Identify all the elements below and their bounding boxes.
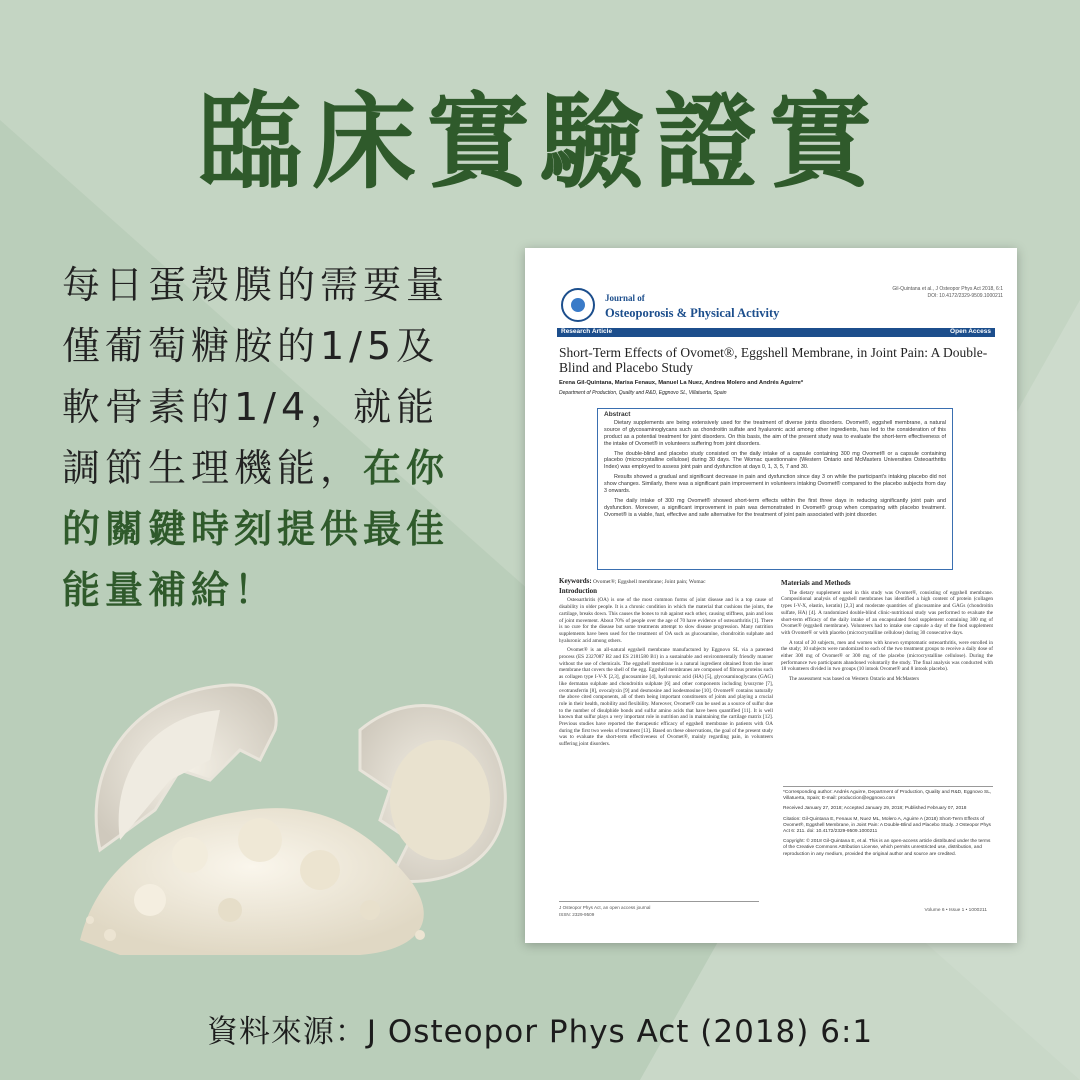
paper-right-column: Materials and Methods The dietary supplement used in this study was Ovomet®, consisting of eggshell membrane. Compositional analysis of eggshell membranes has identified a high content of protein (collagen types I-V-X, elastin, keratin) [2,3] and moderate quantities of glucosamine and GAGs (chondroitin sulfate, HA) [4]. A randomized double-blind clinic-nutritional study was performed to evaluate the short-term efficacy of the daily intake of an encapsulated food supplement containing 300 mg of Ovomet® (eggshell membrane). Volunteers had to intake one capsule a day of the food supplement with Ovomet® or with placebo (microcrystalline cellulose) during 30 consecutive days. A total of 20 subjects, men and women with known symptomatic osteoarthritis, were enrolled in the study; 10 subjects were randomized to each of the two treatment groups to receive a daily dose of either 300 mg of Ovomet® or 300 mg of the placebo (microcrystalline cellulose). During the performance two participants abandoned voluntarily the study. The final analysis was conducted with 18 volunteers divided in two groups (10 intook Ovomet® and 8 intook placebo). The assessment was based on Western Ontario and McMasters (781, 579, 993, 683)
paper-left-column: Keywords: Ovomet®; Eggshell membrane; Joint pain; Womac Introduction Osteoarthritis (OA) is one of the most common forms of joint disease and is a top cause of disability in older people. It is a chronic condition in which the material that cushions the joints, the cartilage, breaks down. This causes the bones to rub against each other, causing stiffness, pain and loss of joint movement. About 70% of people over the age of 70 have evidence of osteoarthritis [1]. There is no cure for the disease but some treatments attempt to slow disease progression. Many nutrition supplements have been used for the treatment of OA such as glucosamine, chondroitin sulphate and hyaluronic acid among others. Ovomet® is an all-natural eggshell membrane manufactured by Eggnovo SL via a patented process (ES 2327087 B2 and ES 2181580 B1) in a sustainable and environmentally friendly manner without the use of chemicals. The eggshell membrane is a natural ingredient obtained from the inner membrane that covers the shell of the egg. Eggshell membranes are composed of fibrous proteins such as collagen type I-V-X [2,3], glucosamine [4], hyaluronic acid (HA) [5], glycosaminoglycans (GAG) like dermatan sulphate and chondroitin sulphate [6] and other components including lysozyme [7], ovotransferrin [8], ovocalyxin [9] and desmosine and isodesmosine [10]. Ovomet® contains naturally the above cited components, all of them being important constituents of joints and playing a crucial role in their health, mobility and flexibility. Moreover, Ovomet® can be used as a source of sulfur due to the number of disulphide bonds and sulfur amino acids that have been quantified [11]. It is well known that sulfur plays a very important role in nutrition and in maintaining the cartilage matrix [12]. Previous studies have reported the therapeutic efficacy of eggshell membrane in patients with OA during the first two weeks of treatment [13]. Based on these observations, the goal of the present study was to evaluate the short-term effectiveness of Ovomet®, mainly regarding pain, in volunteers suffering joint disorders. (559, 578, 773, 748)
body-line: 每日蛋殼膜的需要量 (62, 263, 450, 307)
paper-abstract: Abstract Dietary supplements are being extensively used for the treatment of diverse joints disorders. Ovomet®, eggshell membrane, a natural source of glycosaminoglycans such as chondroitin sulfate and hyaluronic acid among other ingredients, has led to the consideration of this product as a potential treatment for joint disorders. On this basis, the aim of the present study was to evaluate the short-term effectiveness of the intake of Ovomet® in volunteers suffering from joint disorders. The double-blind and placebo study consisted on the daily intake of a capsule containing 300 mg Ovomet® or a capsule containing placebo (microcrystalline cellulose) during 30 days. The Womac questionnaire (Western Ontario and McMasters Universities Osteoarthritis Index) was employed to assess joint pain and dysfunction at days 0, 1, 3, 5, 7 and 30. Results showed a gradual and significant decrease in pain and dysfunction since day 3 on while the participant's intaking placebo did not show changes. Similarly, there was a significant pain improvement in volunteers intaking Ovomet® compared to the placebo subjects from day 3 onwards. The daily intake of 300 mg Ovomet® showed short-term effects within the first three days in reducing significantly joint pain and dysfunction. Moreover, a significant improvement in pain was demonstrated in Ovomet® group when comparing with placebo treatment. Ovomet® is a viable, fast, effective and safe alternative for the treatment of joint pain associated with joint disorder. (597, 408, 953, 570)
eggshell-powder-image (60, 640, 530, 960)
headline: 臨床實驗證實 (197, 81, 882, 203)
source-citation: 資料來源：J Osteopor Phys Act (2018) 6:1 (206, 1014, 874, 1050)
journal-of: Journal of (605, 293, 645, 303)
body-line: 僅葡萄糖胺的1/5及 (62, 324, 440, 368)
paper-corresponding: *Corresponding author: Andrés Aguirre, Department of Production, Quality and R&D, Eggnovo SL, Villatuerta, Spain; E-mail: produccion@eggnovo.com Received January 27, 2018; Accepted January 29, 2018; Published February 07, 2018 Citation: Gil-Quintana E, Fenaux M, Nuez ML, Molero A, Aguirre A (2018) Short-Term Effects of Ovomet®, Eggshell Membrane, in Joint Pain: A Double-Blind and Placebo Study. J Osteopor Phys Act 6: 211. doi: 10.4172/2329-9509.1000211 Copyright: © 2018 Gil-Quintana E, et al. This is an open-access article distributed under the terms of the Creative Commons Attribution License, which permits unrestricted use, distribution, and reproduction in any medium, provided the original author and source are credited. (783, 786, 993, 862)
paper-authors: Erena Gil-Quintana, Marisa Fenaux, Manuel La Nuez, Andrea Molero and Andrés Aguirre* (559, 380, 804, 386)
paper-affiliation: Department of Production, Quality and R&D, Eggnovo SL, Villatuerta, Spain (559, 390, 727, 396)
body-text (62, 255, 482, 621)
body-line: 調節生理機能，在你 (62, 446, 450, 490)
paper-title: Short-Term Effects of Ovomet®, Eggshell Membrane, in Joint Pain: A Double-Blind and Placebo Study (559, 345, 988, 375)
body-line: 的關鍵時刻提供最佳 (62, 507, 450, 551)
paper-footer-right: Volume 6 • Issue 1 • 1000211 (924, 908, 987, 913)
paper-citation: Gil-Quintana et al., J Osteopor Phys Act 2018, 6:1 DOI: 10.4172/2329-9509.1000211 (892, 286, 1003, 299)
journal-name: Osteoporosis & Physical Activity (605, 306, 780, 320)
article-type-bar: Research Article Open Access (557, 328, 995, 337)
body-line: 能量補給！ (62, 568, 278, 612)
body-line: 軟骨素的1/4，就能 (62, 385, 440, 429)
research-paper-image (525, 248, 1017, 943)
journal-logo-icon (561, 288, 595, 322)
paper-footer-left: J Osteopor Phys Act, an open access journal ISSN: 2329-9509 (559, 901, 759, 918)
